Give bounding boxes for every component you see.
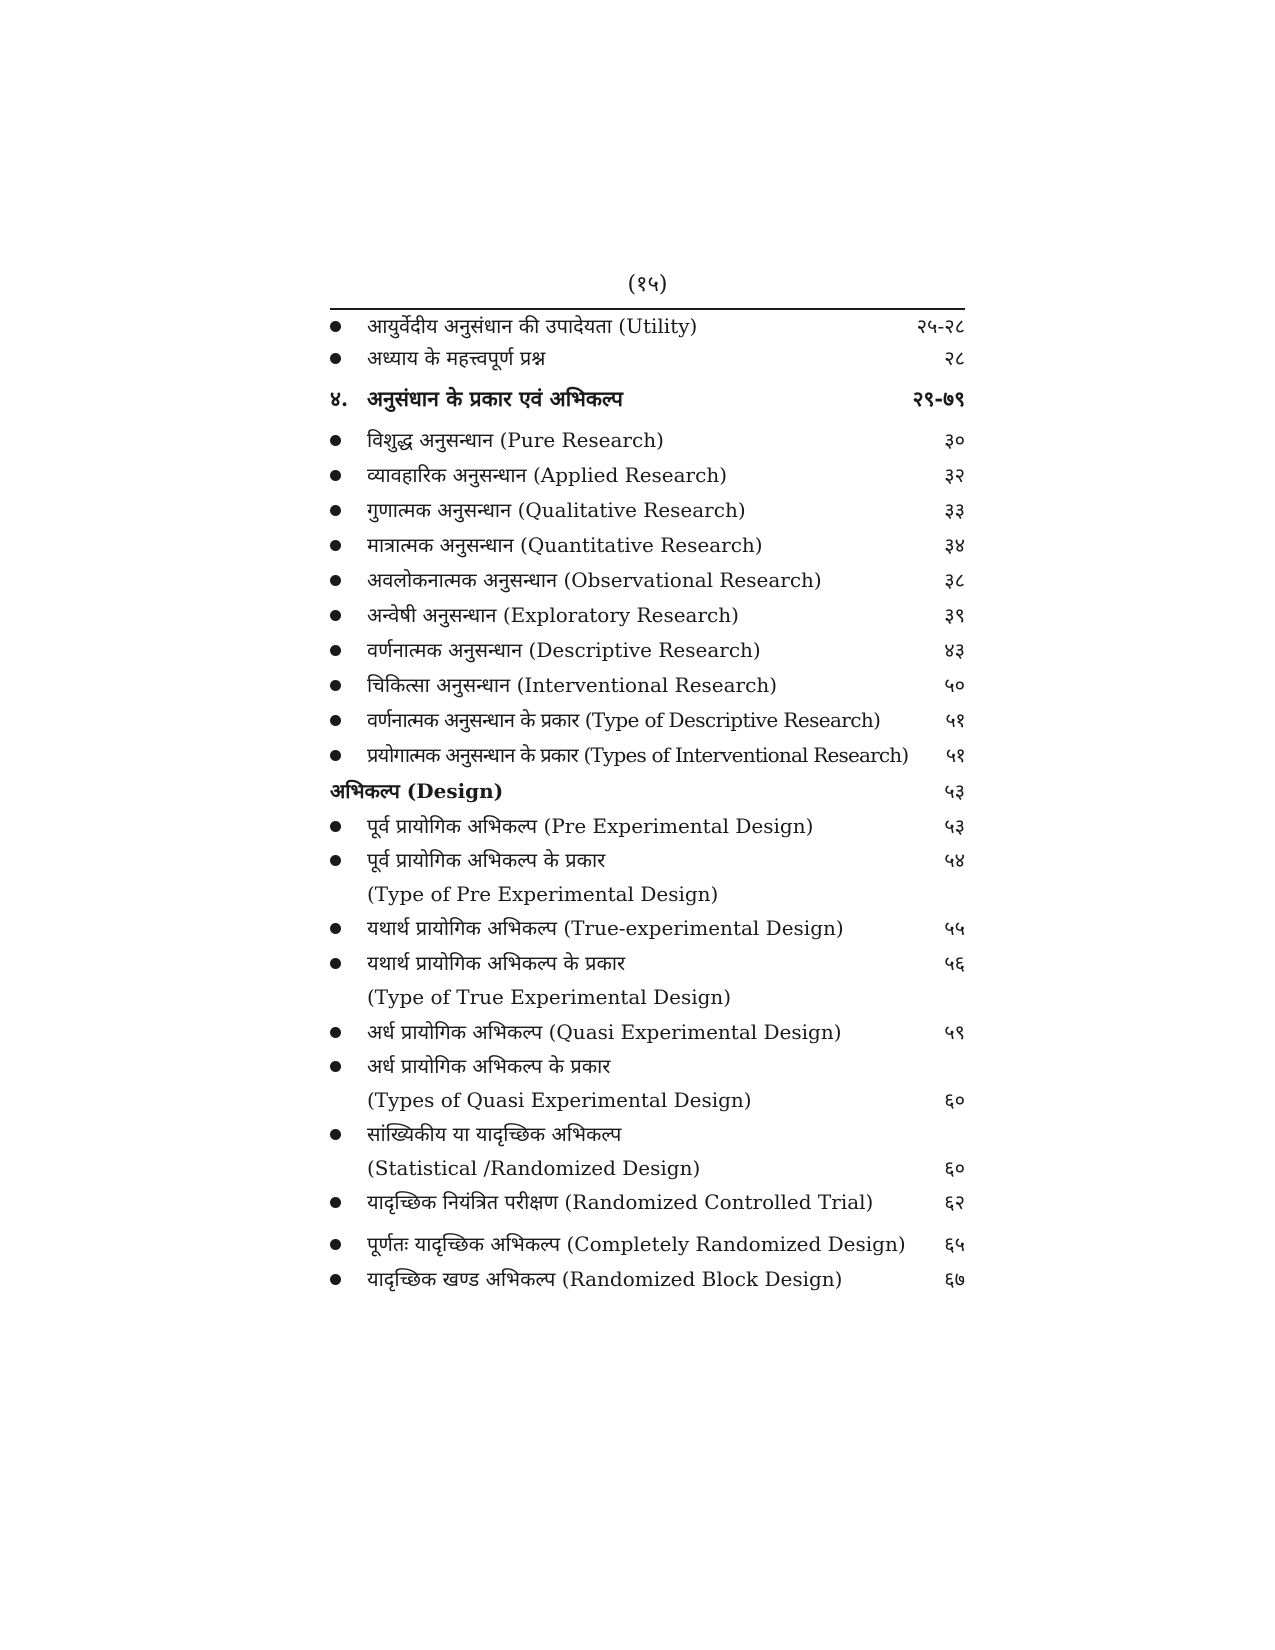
entry-title: (Type of True Experimental Design) — [367, 985, 732, 1009]
toc-entry — [330, 737, 965, 773]
entry-page: ५५ — [944, 916, 965, 940]
entry-page: ३० — [944, 428, 965, 452]
entry-page: ६७ — [944, 1267, 965, 1291]
chapter-heading — [330, 381, 965, 417]
page-number: (१५) — [627, 272, 668, 297]
entry-title: अर्ध प्रायोगिक अभिकल्प के प्रकार — [367, 1054, 611, 1078]
bullet-icon — [330, 321, 341, 332]
toc-entry — [330, 945, 965, 981]
entry-page: ५१ — [945, 708, 965, 732]
entry-page: २५-२८ — [916, 314, 965, 338]
entry-title: विशुद्ध अनुसन्धान (Pure Research) — [367, 428, 664, 452]
entry-title: (Types of Quasi Experimental Design) — [367, 1088, 752, 1112]
entry-page: ५३ — [944, 814, 965, 838]
entry-title: अर्ध प्रायोगिक अभिकल्प (Quasi Experimental Design) — [367, 1020, 842, 1044]
entry-title: चिकित्सा अनुसन्धान (Interventional Research) — [367, 673, 778, 697]
bullet-icon — [330, 645, 341, 656]
bullet-icon — [330, 715, 341, 726]
entry-page: ६० — [944, 1156, 965, 1180]
toc-entry — [330, 527, 965, 563]
bullet-icon — [330, 855, 341, 866]
entry-title: (Statistical /Randomized Design) — [367, 1156, 701, 1180]
bullet-icon — [330, 1129, 341, 1140]
toc-entry-continuation — [330, 979, 965, 1015]
entry-title: अवलोकनात्मक अनुसन्धान (Observational Research) — [367, 568, 822, 592]
toc-entry — [330, 667, 965, 703]
bullet-icon — [330, 1197, 341, 1208]
entry-page: ५४ — [944, 848, 965, 872]
section-title: अभिकल्प (Design) — [330, 779, 504, 803]
toc-entry — [330, 808, 965, 844]
bullet-icon — [330, 750, 341, 761]
entry-title: मात्रात्मक अनुसन्धान (Quantitative Research) — [367, 533, 763, 557]
entry-page: ३३ — [944, 498, 965, 522]
entry-page: ३९ — [944, 603, 965, 627]
bullet-icon — [330, 610, 341, 621]
entry-page: ५९ — [944, 1020, 965, 1044]
entry-page: २८ — [944, 346, 965, 370]
toc-entry — [330, 632, 965, 668]
entry-title: वर्णनात्मक अनुसन्धान (Descriptive Research) — [367, 638, 761, 662]
entry-page: ५६ — [944, 951, 965, 975]
bullet-icon — [330, 540, 341, 551]
entry-title: यादृच्छिक खण्ड अभिकल्प (Randomized Block Design) — [367, 1267, 843, 1291]
chapter-title: अनुसंधान के प्रकार एवं अभिकल्प — [367, 386, 623, 411]
bullet-icon — [330, 1274, 341, 1285]
toc-entry — [330, 308, 965, 344]
entry-page: ५१ — [945, 743, 965, 767]
entry-page: ३८ — [944, 568, 965, 592]
bullet-icon — [330, 505, 341, 516]
entry-title: पूर्णतः यादृच्छिक अभिकल्प (Completely Randomized Design) — [367, 1232, 906, 1256]
toc-entry-continuation — [330, 1082, 965, 1118]
entry-title: यादृच्छिक नियंत्रित परीक्षण (Randomized Controlled Trial) — [367, 1190, 874, 1214]
toc-entry — [330, 1014, 965, 1050]
toc-entry — [330, 1261, 965, 1297]
bullet-icon — [330, 680, 341, 691]
section-page: ५३ — [944, 779, 965, 803]
entry-page: ३२ — [944, 463, 965, 487]
bullet-icon — [330, 1027, 341, 1038]
bullet-icon — [330, 1239, 341, 1250]
entry-page: ५० — [944, 673, 965, 697]
entry-title: वर्णनात्मक अनुसन्धान के प्रकार (Type of Descriptive Research) — [367, 708, 881, 732]
bullet-icon — [330, 470, 341, 481]
entry-page: ६० — [944, 1088, 965, 1112]
toc-entry — [330, 457, 965, 493]
bullet-icon — [330, 821, 341, 832]
entry-page: ३४ — [944, 533, 965, 557]
entry-page: ४३ — [944, 638, 965, 662]
toc-entry-continuation — [330, 1150, 965, 1186]
toc-entry — [330, 910, 965, 946]
toc-entry — [330, 597, 965, 633]
entry-title: यथार्थ प्रायोगिक अभिकल्प के प्रकार — [367, 951, 626, 975]
entry-title: पूर्व प्रायोगिक अभिकल्प (Pre Experimental Design) — [367, 814, 814, 838]
toc-entry — [330, 492, 965, 528]
entry-title: व्यावहारिक अनुसन्धान (Applied Research) — [367, 463, 727, 487]
toc-entry — [330, 842, 965, 878]
entry-page: ६५ — [944, 1232, 965, 1256]
entry-title: सांख्यिकीय या यादृच्छिक अभिकल्प — [367, 1122, 622, 1146]
toc-entry — [330, 340, 965, 376]
toc-entry — [330, 422, 965, 458]
section-heading — [330, 773, 965, 809]
toc-entry — [330, 1226, 965, 1262]
entry-title: गुणात्मक अनुसन्धान (Qualitative Research) — [367, 498, 746, 522]
bullet-icon — [330, 923, 341, 934]
chapter-number: ४. — [330, 386, 349, 411]
bullet-icon — [330, 575, 341, 586]
toc-entry — [330, 1048, 965, 1084]
toc-entry — [330, 1184, 965, 1220]
toc-entry — [330, 702, 965, 738]
entry-title: अन्वेषी अनुसन्धान (Exploratory Research) — [367, 603, 739, 627]
toc-entry-continuation — [330, 876, 965, 912]
entry-title: पूर्व प्रायोगिक अभिकल्प के प्रकार — [367, 848, 606, 872]
entry-page: ६२ — [944, 1190, 965, 1214]
toc-entry — [330, 1116, 965, 1152]
entry-title: अध्याय के महत्त्वपूर्ण प्रश्न — [367, 346, 546, 370]
entry-title: प्रयोगात्मक अनुसन्धान के प्रकार (Types of Interventional Research) — [367, 743, 909, 767]
bullet-icon — [330, 958, 341, 969]
bullet-icon — [330, 435, 341, 446]
bullet-icon — [330, 353, 341, 364]
entry-title: यथार्थ प्रायोगिक अभिकल्प (True-experimental Design) — [367, 916, 844, 940]
toc-entry — [330, 562, 965, 598]
bullet-icon — [330, 1061, 341, 1072]
entry-title: (Type of Pre Experimental Design) — [367, 882, 719, 906]
entry-title: आयुर्वेदीय अनुसंधान की उपादेयता (Utility) — [367, 314, 698, 338]
chapter-page-range: २९-७९ — [912, 386, 965, 411]
